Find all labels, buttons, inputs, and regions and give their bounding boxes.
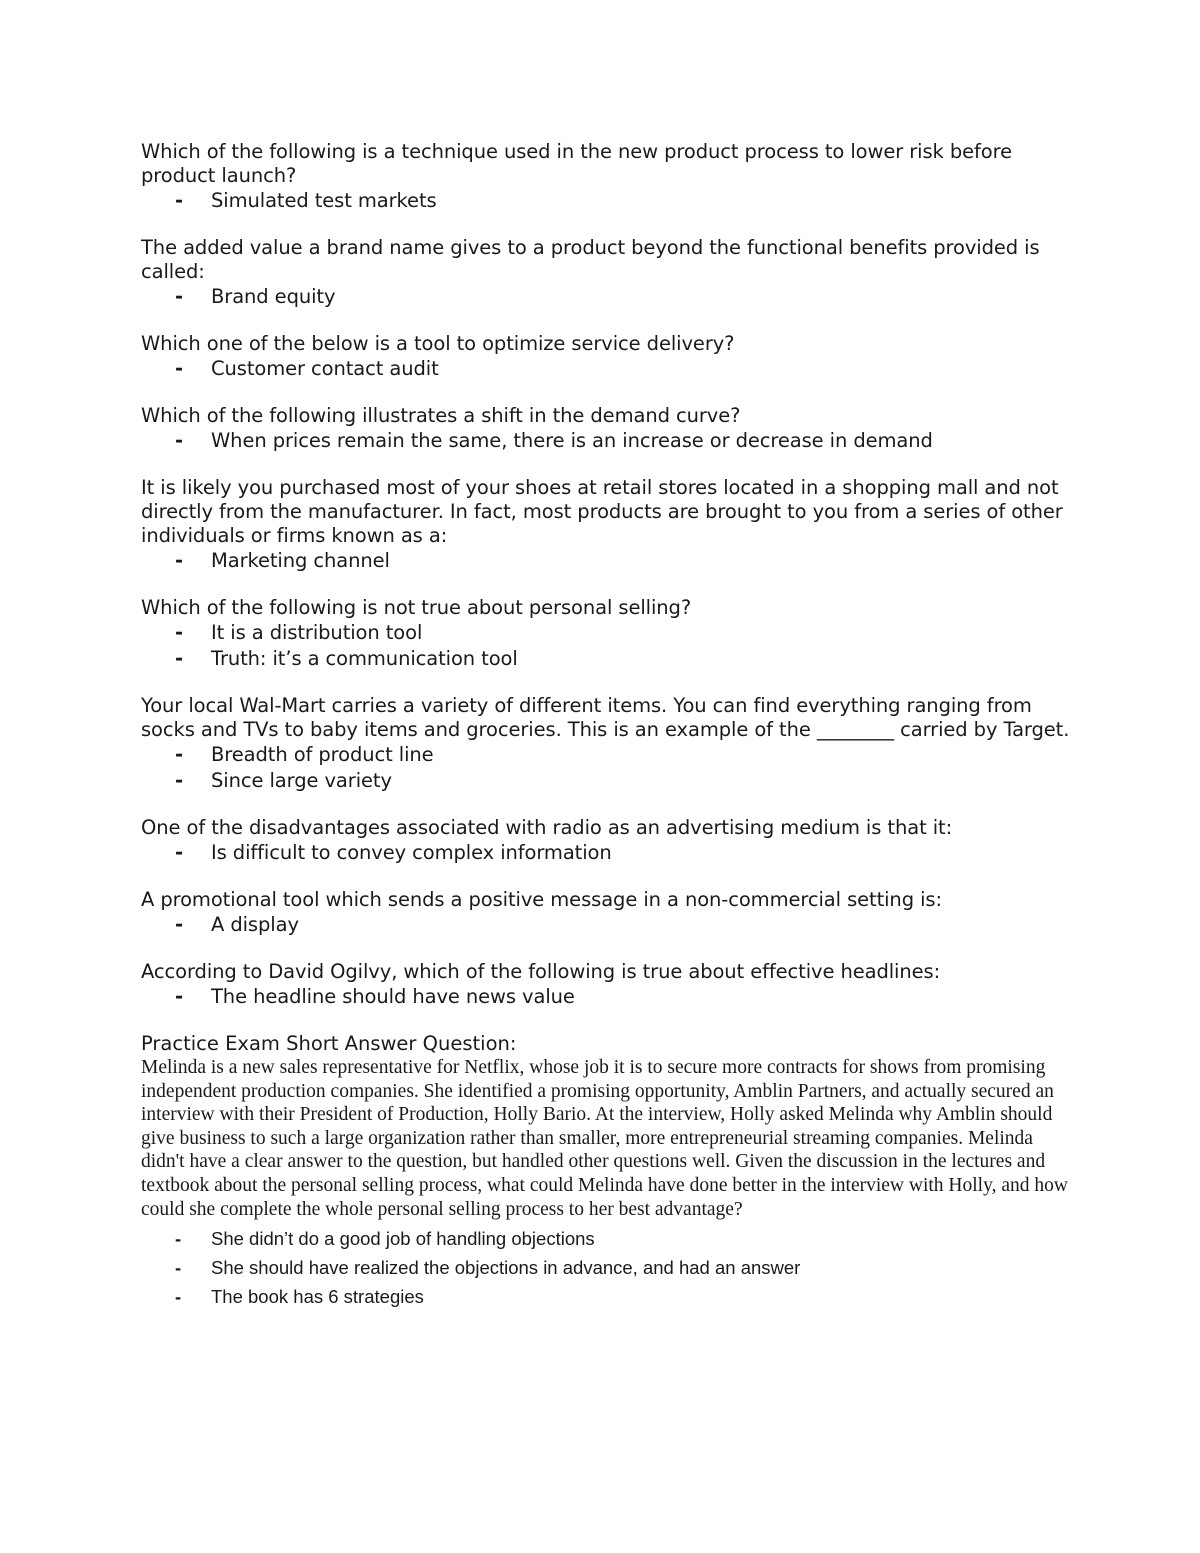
answer-item — [141, 984, 1071, 1010]
answer-text: She should have realized the objections in advance, and had an answer — [211, 1257, 801, 1279]
bullet-dash: - — [175, 841, 183, 864]
question-block — [141, 476, 1071, 574]
bullet-dash: - — [175, 743, 183, 766]
answer-text: The book has 6 strategies — [211, 1286, 424, 1308]
answer-text: Is difficult to convey complex information — [211, 841, 612, 864]
question-block — [141, 694, 1071, 794]
answer-text: Simulated test markets — [211, 189, 437, 212]
answer-item — [141, 742, 1071, 768]
answer-list — [141, 548, 1071, 574]
answer-item — [141, 428, 1071, 454]
question-block — [141, 332, 1071, 382]
answer-item — [141, 548, 1071, 574]
question-text: One of the disadvantages associated with radio as an advertising medium is that it: — [141, 816, 953, 839]
answer-list — [141, 742, 1071, 794]
answer-item — [141, 188, 1071, 214]
answer-list — [141, 188, 1071, 214]
answer-item — [141, 1224, 1071, 1253]
answer-text: Since large variety — [211, 769, 392, 792]
answer-text: The headline should have news value — [211, 985, 575, 1008]
bullet-dash: - — [175, 913, 183, 936]
bullet-dash: - — [175, 285, 183, 308]
bullet-dash: - — [175, 621, 183, 644]
answer-list — [141, 620, 1071, 672]
question-block — [141, 404, 1071, 454]
question-block — [141, 140, 1071, 214]
short-answer-heading: Practice Exam Short Answer Question: — [141, 1032, 517, 1055]
bullet-dash: - — [175, 1257, 182, 1279]
answer-item — [141, 840, 1071, 866]
bullet-dash: - — [175, 647, 183, 670]
question-block — [141, 596, 1071, 672]
answer-item — [141, 768, 1071, 794]
question-text: Which of the following is a technique used in the new product process to lower risk before product launch? — [141, 140, 1012, 187]
question-text: Your local Wal-Mart carries a variety of different items. You can find everything ranging from socks and TVs to baby items and groceries. This is an example of the ________ carried by Target. — [141, 694, 1070, 741]
answer-text: Brand equity — [211, 285, 336, 308]
answer-text: A display — [211, 913, 299, 936]
question-text: A promotional tool which sends a positive message in a non-commercial setting is: — [141, 888, 942, 911]
question-block — [141, 236, 1071, 310]
answer-text: Marketing channel — [211, 549, 390, 572]
bullet-dash: - — [175, 1228, 182, 1250]
bullet-dash: - — [175, 357, 183, 380]
answer-list — [141, 840, 1071, 866]
question-text: Which of the following illustrates a shift in the demand curve? — [141, 404, 741, 427]
bullet-dash: - — [175, 1286, 182, 1308]
bullet-dash: - — [175, 549, 183, 572]
answer-item — [141, 284, 1071, 310]
answer-item — [141, 620, 1071, 646]
bullet-dash: - — [175, 769, 183, 792]
answer-text: Truth: it’s a communication tool — [211, 647, 518, 670]
answer-item — [141, 912, 1071, 938]
question-block — [141, 816, 1071, 866]
answer-text: Customer contact audit — [211, 357, 439, 380]
bullet-dash: - — [175, 985, 183, 1008]
question-text: It is likely you purchased most of your shoes at retail stores located in a shopping mall and not directly from the manufacturer. In fact, most products are brought to you from a series of other individuals or firms known as a: — [141, 476, 1063, 547]
bullet-dash: - — [175, 189, 183, 212]
question-block — [141, 960, 1071, 1010]
answer-text: It is a distribution tool — [211, 621, 423, 644]
question-text: According to David Ogilvy, which of the following is true about effective headlines: — [141, 960, 941, 983]
answer-item — [141, 1282, 1071, 1311]
answer-list — [141, 428, 1071, 454]
answer-text: Breadth of product line — [211, 743, 434, 766]
answer-item — [141, 646, 1071, 672]
bullet-dash: - — [175, 429, 183, 452]
answer-item — [141, 356, 1071, 382]
short-answer-list — [141, 1224, 1071, 1311]
answer-text: When prices remain the same, there is an increase or decrease in demand — [211, 429, 933, 452]
answer-list — [141, 284, 1071, 310]
answer-list — [141, 356, 1071, 382]
short-answer-section — [141, 1032, 1071, 1311]
short-answer-prompt: Melinda is a new sales representative for Netflix, whose job it is to secure more contracts for shows from promising independent production companies. She identified a promising opportunity, Amblin Partners, and actually secured an interview with their President of Production, Holly Bario. At the interview, Holly asked Melinda why Amblin should give business to such a large organization rather than smaller, more entrepreneurial streaming companies. Melinda didn't have a clear answer to the question, but handled other questions well. Given the discussion in the lectures and textbook about the personal selling process, what could Melinda have done better in the interview with Holly, and how could she complete the whole personal selling process to her best advantage? — [141, 1057, 1068, 1220]
answer-list — [141, 984, 1071, 1010]
document-page — [141, 140, 1071, 1311]
question-block — [141, 888, 1071, 938]
answer-text: She didn’t do a good job of handling objections — [211, 1228, 595, 1250]
question-text: Which of the following is not true about personal selling? — [141, 596, 692, 619]
answer-list — [141, 912, 1071, 938]
question-text: Which one of the below is a tool to optimize service delivery? — [141, 332, 735, 355]
question-text: The added value a brand name gives to a product beyond the functional benefits provided is called: — [141, 236, 1040, 283]
answer-item — [141, 1253, 1071, 1282]
